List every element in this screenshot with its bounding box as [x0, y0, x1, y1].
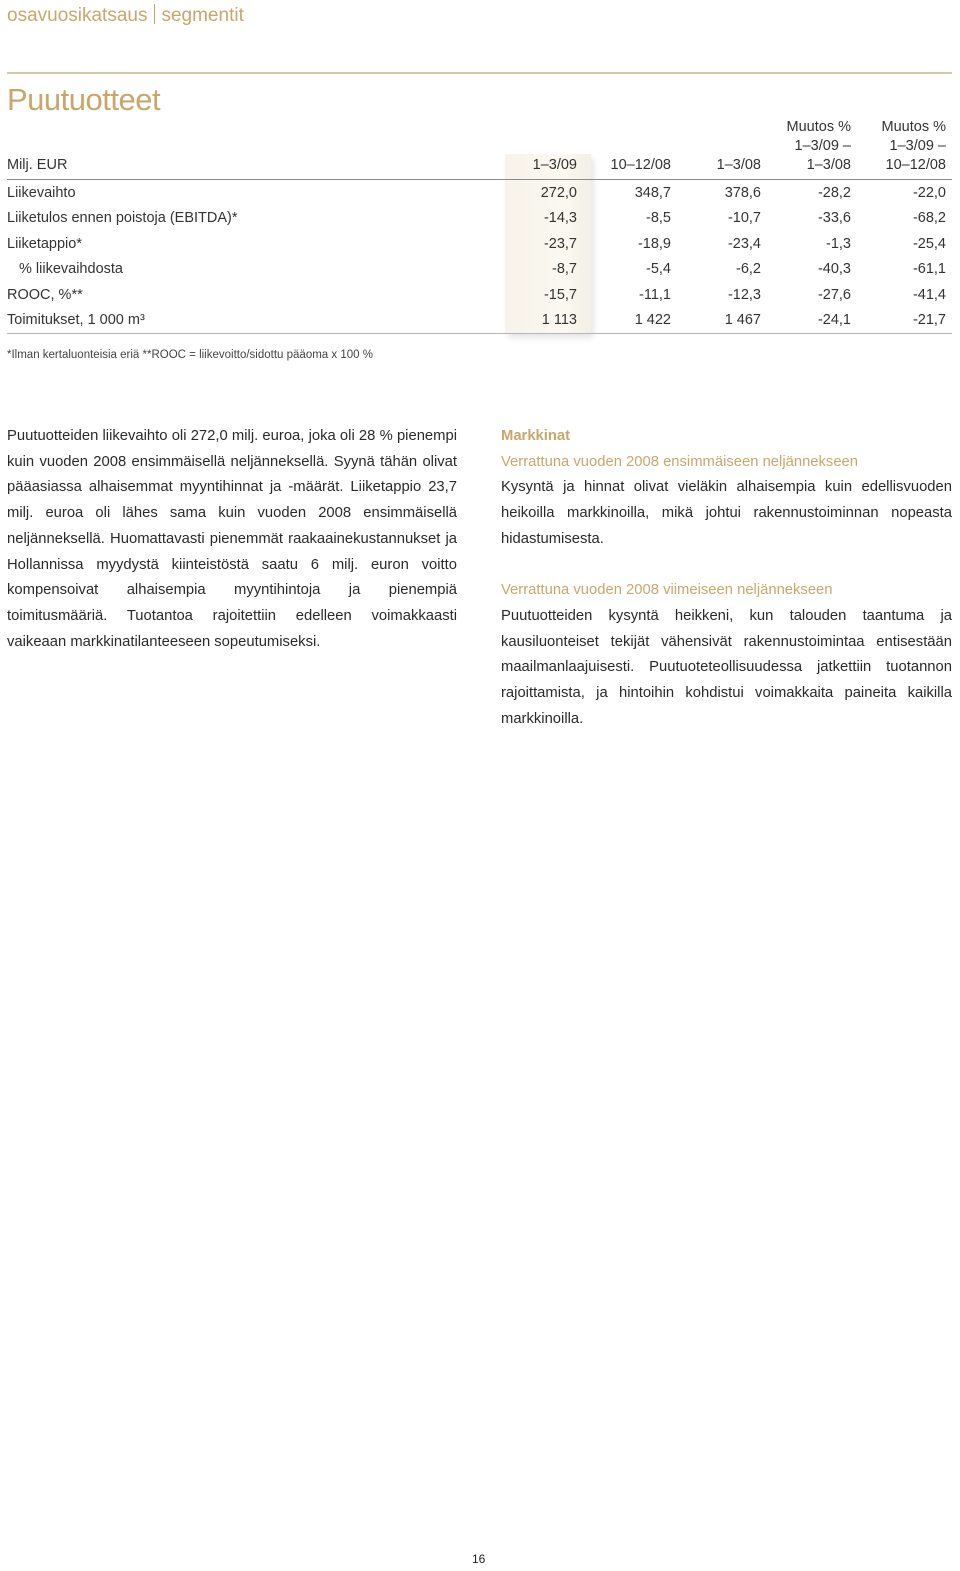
row-label: Liiketappio*: [7, 235, 82, 252]
table-body: [7, 180, 952, 334]
key-figures-table: [7, 118, 952, 334]
subheading-vs-q4-2008: Verrattuna vuoden 2008 viimeiseen neljännekseen: [501, 582, 833, 599]
table-cell: 378,6: [724, 184, 761, 201]
left-paragraph: Puutuotteiden liikevaihto oli 272,0 milj. euroa, joka oli 28 % pienempi kuin vuoden 2008 ensimmäisellä neljänneksellä. Syynä tähän olivat pääasiassa alhaisemmat myyntihinnat ja -määrät. Liiketappio 23,7 milj. euroa oli lähes sama kuin vuoden 2008 ensimmäisellä neljänneksellä. Huomattavasti pienemmät raakaainekustannukset ja Hollannissa myydystä kiinteistöstä saatu 6 milj. euron voitto kompensoivat alhaisempia myyntihintoja ja pienempiä toimitusmääriä. Tuotantoa rajoitettiin edelleen voimakkaasti vaikeaan markkinatilanteeseen sopeutumiseksi.: [7, 428, 457, 650]
table-header-text: 1–3/09 –: [889, 138, 946, 154]
table-header-cell: [497, 118, 583, 180]
table-cell: 348,7: [634, 184, 671, 201]
table-cell: -8,7: [552, 261, 577, 278]
section-header: [7, 4, 244, 28]
table-cell: -11,1: [639, 286, 671, 303]
markets-paragraph-2: Puutuotteiden kysyntä heikkeni, kun talouden taantuma ja kausiluonteiset tekijät vähensivät rakennustoimintaa entisestään maailmanlaajuisesti. Puutuoteteollisuudessa jatkettiin tuotannon rajoittamista, ja hintoihin kohdistui voimakkaita paineita kaikilla markkinoilla.: [501, 607, 952, 727]
table-row: [7, 231, 952, 257]
table-row: [7, 206, 952, 232]
table-cell: -24,1: [817, 312, 851, 329]
table-cell: 272,0: [540, 184, 577, 201]
table-header-cell: [767, 118, 857, 180]
table-cell: -6,2: [736, 261, 761, 278]
row-label: Liiketulos ennen poistoja (EBITDA)*: [7, 210, 238, 227]
table-header-text: Muutos %: [786, 119, 851, 135]
header-divider: [154, 4, 155, 24]
table-cell: -41,4: [912, 286, 946, 303]
row-label: Toimitukset, 1 000 m³: [7, 312, 145, 329]
table-header-text: 10–12/08: [610, 157, 671, 173]
table-cell: -33,6: [817, 210, 851, 227]
table-header-text: 1–3/09: [532, 157, 577, 173]
table-cell: -18,9: [637, 235, 671, 252]
table-cell: -1,3: [826, 235, 851, 252]
table-cell: -5,4: [646, 261, 671, 278]
table-header-text: Muutos %: [881, 119, 946, 135]
table-cell: -21,7: [912, 312, 946, 329]
table-header-text: Milj. EUR: [7, 157, 68, 173]
table-cell: -14,3: [543, 210, 577, 227]
table-header-text: 1–3/09 –: [794, 138, 851, 154]
table-cell: -8,5: [646, 210, 671, 227]
row-label: % liikevaihdosta: [19, 261, 123, 278]
table-cell: -10,7: [727, 210, 761, 227]
header-rule: [7, 72, 952, 74]
table-cell: -27,6: [817, 286, 851, 303]
table-cell: -22,0: [912, 184, 946, 201]
table-row: [7, 308, 952, 334]
section-label: osavuosikatsaus: [7, 5, 148, 26]
key-figures-table-section: [7, 118, 952, 344]
table-cell: -68,2: [912, 210, 946, 227]
row-label: Liikevaihto: [7, 184, 76, 201]
table-cell: -15,7: [543, 286, 577, 303]
table-cell: -61,1: [912, 261, 946, 278]
table-header-text: 1–3/08: [806, 157, 851, 173]
table-header-text: 1–3/08: [716, 157, 761, 173]
table-cell: 1 467: [724, 312, 761, 329]
table-cell: -23,4: [727, 235, 761, 252]
table-cell: -12,3: [727, 286, 761, 303]
subsection-label: segmentit: [161, 5, 244, 26]
table-header-cell: [583, 118, 677, 180]
page-number: 16: [472, 1552, 486, 1566]
table-cell: -25,4: [912, 235, 946, 252]
table-header-cell: [857, 118, 952, 180]
table-header-text: 10–12/08: [885, 157, 946, 173]
right-column: [501, 424, 952, 732]
page-title: Puutuotteet: [7, 82, 161, 117]
table-cell: -23,7: [543, 235, 577, 252]
table-header-row: [7, 118, 952, 180]
table-row: [7, 282, 952, 308]
subheading-vs-q1-2008: Verrattuna vuoden 2008 ensimmäiseen neljännekseen: [501, 453, 859, 470]
table-header-cell: [7, 118, 497, 180]
markets-paragraph-1: Kysyntä ja hinnat olivat vieläkin alhaisempia kuin edellisvuoden heikoilla markkinoilla, mikä johtui rakennustoiminnan nopeasta hidastumisesta.: [501, 479, 952, 547]
table-cell: 1 422: [634, 312, 671, 329]
markets-heading: Markkinat: [501, 428, 571, 444]
table-row: [7, 257, 952, 283]
table-header-cell: [677, 118, 767, 180]
table-footnote: *Ilman kertaluonteisia eriä **ROOC = liikevoitto/sidottu pääoma x 100 %: [7, 349, 373, 361]
row-label: ROOC, %**: [7, 286, 83, 303]
table-row: [7, 180, 952, 206]
table-cell: 1 113: [541, 312, 577, 329]
table-cell: -40,3: [817, 261, 851, 278]
table-cell: -28,2: [817, 184, 851, 201]
left-column: [7, 424, 457, 655]
